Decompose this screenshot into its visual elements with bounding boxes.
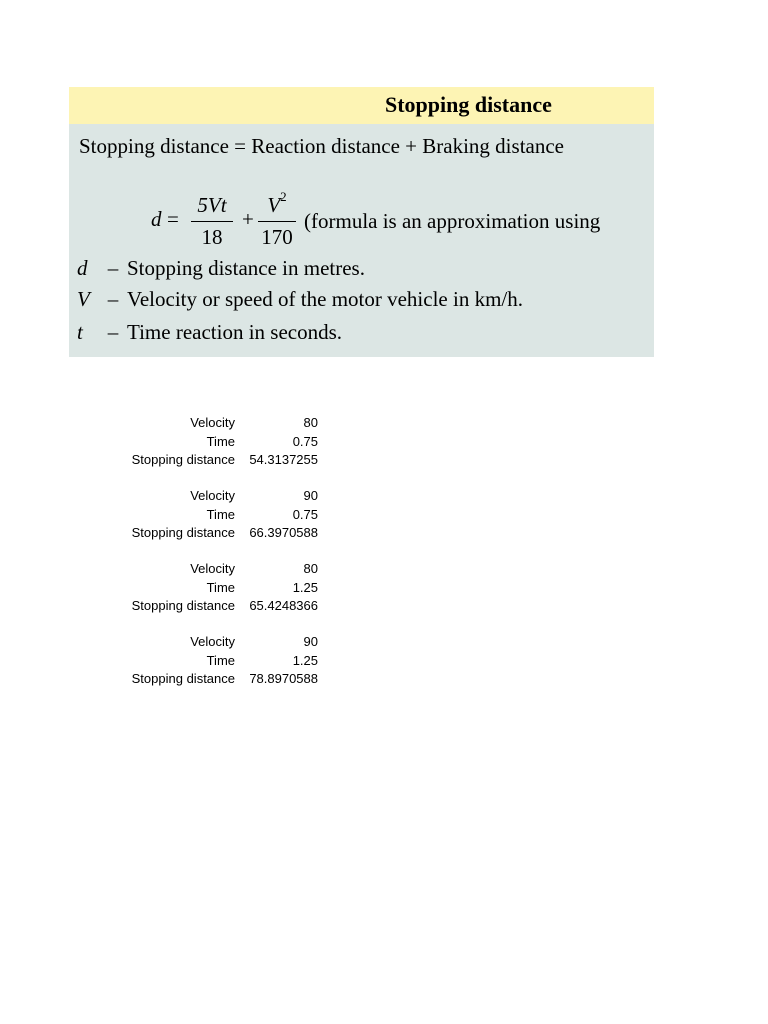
distance-label: Stopping distance — [131, 525, 235, 540]
definition-symbol: V — [77, 287, 90, 311]
velocity-value[interactable]: 90 — [303, 634, 318, 649]
fraction-braking-denominator: 170 — [261, 225, 293, 249]
definition-text: Stopping distance in metres. — [127, 256, 365, 280]
definition-d — [77, 256, 365, 281]
velocity-label: Velocity — [190, 561, 235, 576]
formula-d: d — [151, 207, 162, 231]
time-value[interactable]: 1.25 — [292, 652, 318, 668]
definition-text: Time reaction in seconds. — [127, 320, 343, 344]
distance-value[interactable]: 66.3970588 — [249, 525, 318, 540]
fraction-bar — [191, 221, 233, 222]
fraction-braking-variable: V — [267, 193, 281, 217]
definition-symbol: d — [77, 256, 88, 280]
velocity-label: Velocity — [190, 488, 235, 503]
definition-dash: – — [107, 287, 119, 311]
velocity-label: Velocity — [190, 415, 235, 430]
fraction-reaction-numerator: 5Vt — [197, 193, 227, 217]
time-value[interactable]: 0.75 — [292, 433, 318, 449]
velocity-value[interactable]: 80 — [303, 561, 318, 576]
formula-title: Stopping distance — [385, 92, 552, 117]
velocity-label: Velocity — [190, 634, 235, 649]
definition-dash: – — [107, 256, 119, 280]
fraction-braking-exponent: 2 — [280, 189, 287, 204]
distance-label: Stopping distance — [131, 671, 235, 686]
formula-equals: = — [167, 207, 179, 231]
formula-box — [69, 87, 654, 357]
fraction-braking-numerator — [256, 189, 298, 218]
definition-t — [77, 320, 342, 345]
time-label: Time — [206, 652, 235, 668]
velocity-value[interactable]: 80 — [303, 415, 318, 430]
formula-note: (formula is an approximation using — [304, 209, 601, 233]
formula-header — [69, 87, 654, 124]
distance-label: Stopping distance — [131, 452, 235, 467]
distance-label: Stopping distance — [131, 598, 235, 613]
definition-dash: – — [107, 320, 119, 344]
distance-value[interactable]: 65.4248366 — [249, 598, 318, 613]
time-value[interactable]: 0.75 — [292, 506, 318, 522]
fraction-bar — [258, 221, 296, 222]
distance-value[interactable]: 78.8970588 — [249, 671, 318, 686]
time-label: Time — [206, 579, 235, 595]
definition-symbol: t — [77, 320, 83, 344]
velocity-value[interactable]: 90 — [303, 488, 318, 503]
distance-value[interactable]: 54.3137255 — [249, 452, 318, 467]
formula-plus: + — [242, 207, 254, 231]
fraction-reaction-denominator: 18 — [201, 225, 223, 249]
main-equation: Stopping distance = Reaction distance + Braking distance — [79, 134, 564, 158]
time-label: Time — [206, 433, 235, 449]
definition-text: Velocity or speed of the motor vehicle in km/h. — [127, 287, 523, 311]
time-label: Time — [206, 506, 235, 522]
definition-v — [77, 287, 523, 312]
time-value[interactable]: 1.25 — [292, 579, 318, 595]
